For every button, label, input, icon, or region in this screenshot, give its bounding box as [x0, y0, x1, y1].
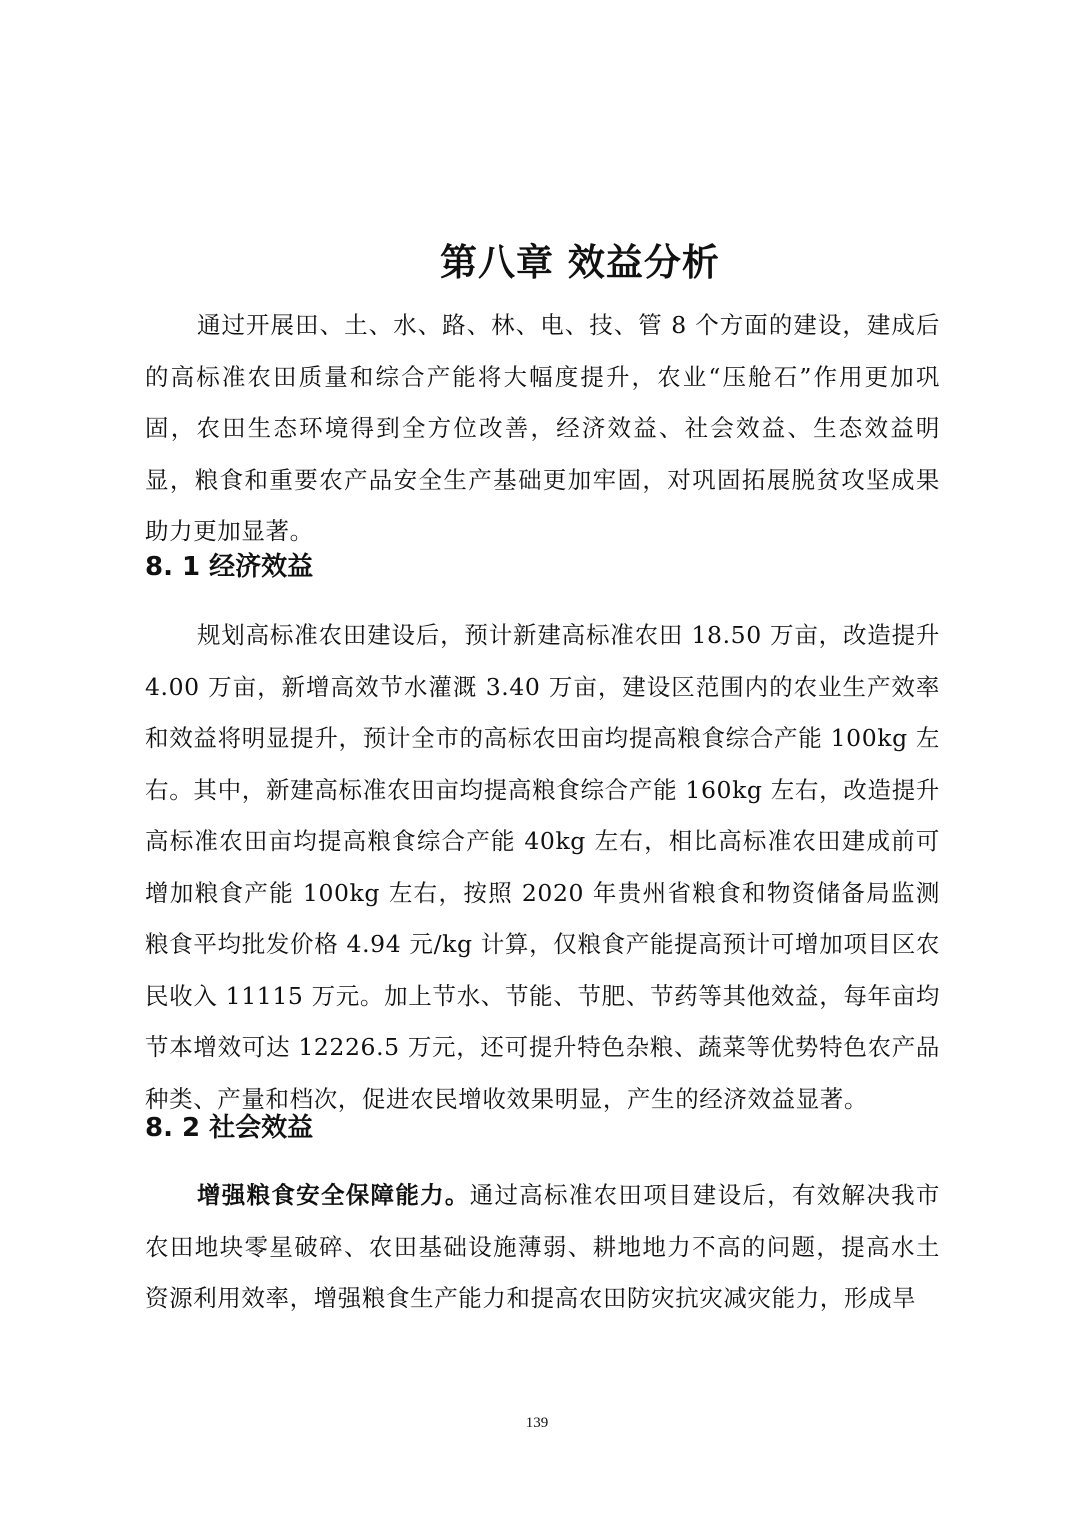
- intro-paragraph: 通过开展田、土、水、路、林、电、技、管 8 个方面的建设，建成后的高标准农田质量和综合产能将大幅度提升，农业“压舱石”作用更加巩固，农田生态环境得到全方位改善，经济效益、社会效益、生态效益明显，粮食和重要农产品安全生产基础更加牢固，对巩固拓展脱贫攻坚成果助力更加显著。: [145, 311, 940, 545]
- social-benefit-text: 通过高标准农田项目建设后，有效解决我市农田地块零星破碎、农田基础设施薄弱、耕地地力不高的问题，提高水土资源利用效率，增强粮食生产能力和提高农田防灾抗灾减灾能力，形成旱: [145, 1181, 940, 1312]
- section-heading-economic: 8. 1 经济效益: [145, 552, 314, 582]
- page-number: 139: [525, 1415, 549, 1431]
- social-benefit-lead: 增强粮食安全保障能力。: [197, 1181, 470, 1209]
- section-heading-social: 8. 2 社会效益: [145, 1113, 314, 1143]
- economic-benefit-paragraph: 规划高标准农田建设后，预计新建高标准农田 18.50 万亩，改造提升 4.00 万亩，新增高效节水灌溉 3.40 万亩，建设区范围内的农业生产效率和效益将明显提升，预计全市的高标农田亩均提高粮食综合产能 100kg 左右。其中，新建高标准农田亩均提高粮食综合产能 160kg 左右，改造提升高标准农田亩均提高粮食综合产能 40kg 左右，相比高标准农田建成前可增加粮食产能 100kg 左右，按照 2020 年贵州省粮食和物资储备局监测粮食平均批发价格 4.94 元/kg 计算，仅粮食产能提高预计可增加项目区农民收入 11115 万元。加上节水、节能、节肥、节药等其他效益，每年亩均节本增效可达 12226.5 万元，还可提升特色杂粮、蔬菜等优势特色农产品种类、产量和档次，促进农民增收效果明显，产生的经济效益显著。: [145, 621, 940, 1113]
- chapter-title: 第八章 效益分析: [440, 240, 720, 284]
- social-benefit-paragraph: [145, 1170, 940, 1325]
